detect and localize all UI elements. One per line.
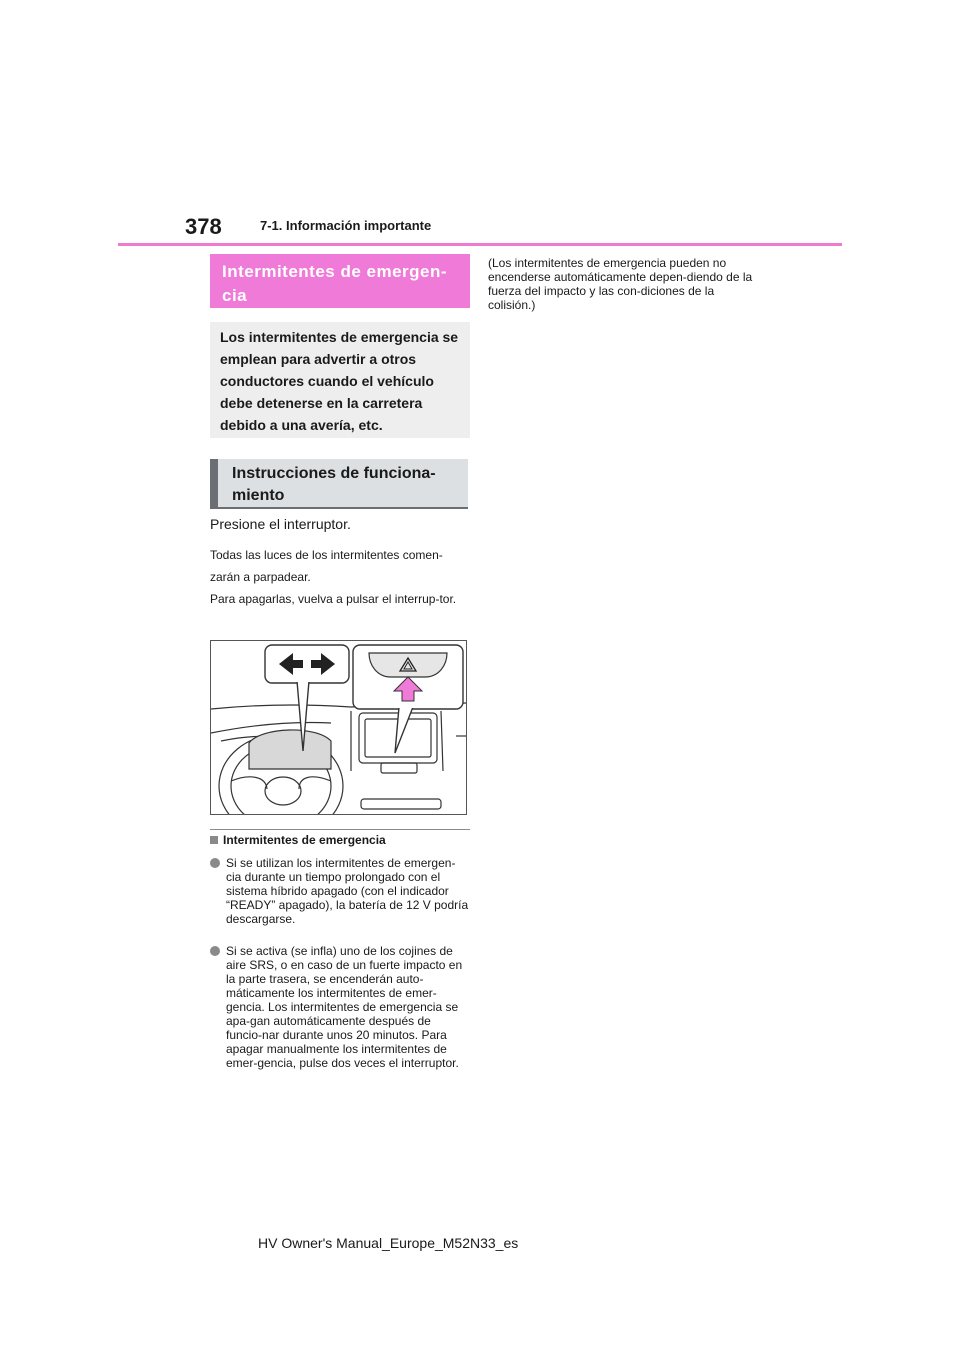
instructions-heading: Instrucciones de funciona-miento — [210, 459, 468, 509]
instruction-main: Presione el interruptor. — [210, 516, 351, 532]
square-bullet-icon — [210, 836, 218, 844]
bullet-dot-icon — [210, 858, 220, 868]
dashboard-illustration — [210, 640, 467, 815]
note-bullet: Si se utilizan los intermitentes de emergen-cia durante un tiempo prolongado con el sistema híbrido apagado (con el indicador “READY” apagado), la batería de 12 V podría descargarse. — [210, 856, 470, 926]
footer-manual-id: HV Owner's Manual_Europe_M52N33_es — [258, 1235, 519, 1251]
header-rule — [118, 243, 842, 246]
page-number: 378 — [185, 214, 222, 239]
section-heading-hazard: Intermitentes de emergen-cia — [210, 254, 470, 308]
instruction-detail-2: Para apagarlas, vuelva a pulsar el interrup-tor. — [210, 592, 457, 606]
right-column-note: (Los intermitentes de emergencia pueden no encenderse automáticamente depen-diendo de la fuerza del impacto y las con-diciones de la colisión.) — [488, 256, 753, 312]
instruction-detail-1: Todas las luces de los intermitentes comen-zarán a parpadear. — [210, 548, 443, 584]
bullet-dot-icon — [210, 946, 220, 956]
note-heading: Intermitentes de emergencia — [210, 833, 386, 847]
note-rule — [210, 829, 470, 830]
section-title: 7-1. Información importante — [260, 218, 432, 233]
note-bullet: Si se activa (se infla) uno de los cojines de aire SRS, o en caso de un fuerte impacto en la parte trasera, se encenderán auto-máticamente los intermitentes de emer-gencia. Los intermitentes de emergencia se apa-gan automáticamente después de funcio-nar durante unos 20 minutos. Para apagar manualmente los intermitentes de emer-gencia, pulse dos veces el interruptor. — [210, 944, 470, 1070]
intro-box: Los intermitentes de emergencia se emplean para advertir a otros conductores cuando el vehículo debe detenerse en la carretera debido a una avería, etc. — [210, 322, 470, 438]
